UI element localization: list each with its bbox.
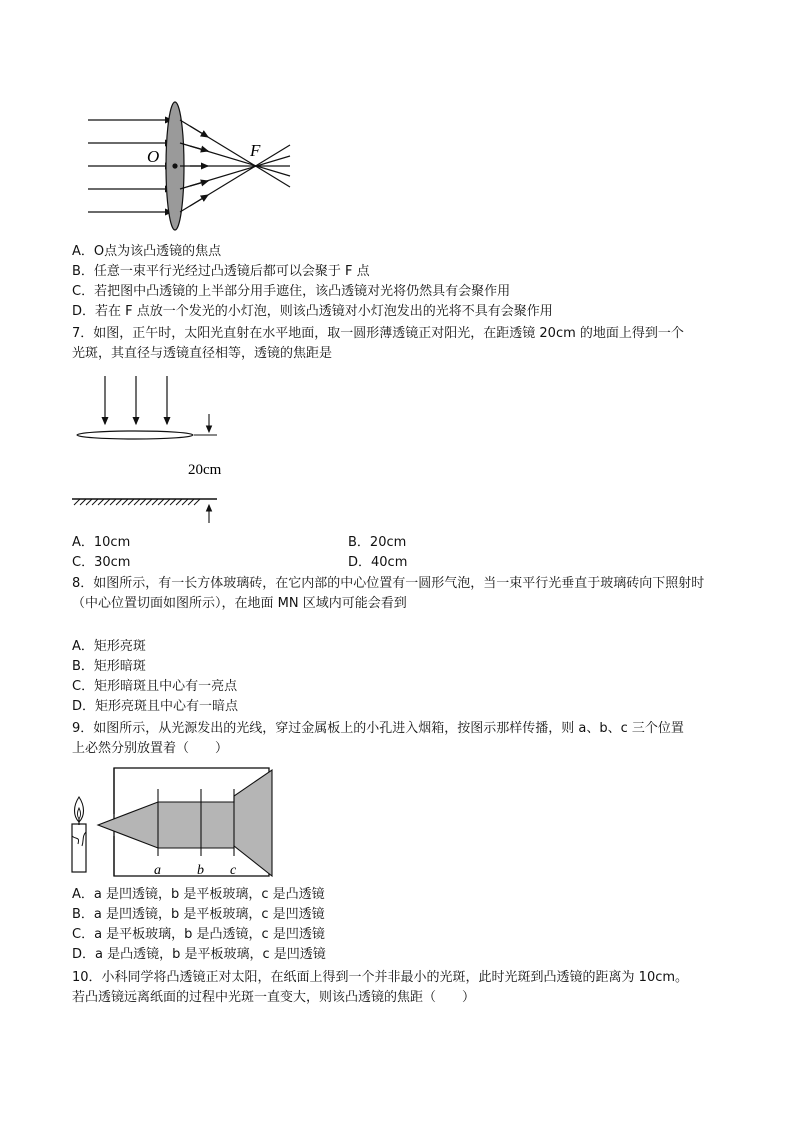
q8-option-c: C．矩形暗斑且中心有一亮点 <box>72 679 238 694</box>
q9-option-a: A．a 是凹透镜，b 是平板玻璃，c 是凸透镜 <box>72 887 325 902</box>
q8-stem-line2: （中心位置切面如图所示），在地面 MN 区域内可能会看到 <box>72 596 407 611</box>
label-c: c <box>230 863 237 878</box>
ground-hatch <box>74 499 200 505</box>
q10-stem-line1: 10．小科同学将凸透镜正对太阳，在纸面上得到一个并非最小的光斑，此时光斑到凸透镜的距离为 10cm。 <box>72 970 689 985</box>
q7-option-a: A．10cm <box>72 535 131 550</box>
q8-stem-line1: 8．如图所示，有一长方体玻璃砖，在它内部的中心位置有一圆形气泡，当一束平行光垂直于玻璃砖向下照射时 <box>72 576 705 591</box>
q7-option-c: C．30cm <box>72 555 131 570</box>
q6-option-d: D．若在 F 点放一个发光的小灯泡，则该凸透镜对小灯泡发出的光将不具有会聚作用 <box>72 304 553 319</box>
q9-stem-line1: 9．如图所示，从光源发出的光线，穿过金属板上的小孔进入烟箱，按图示那样传播，则 a、b、c 三个位置 <box>72 721 684 736</box>
lens-focus-figure <box>80 100 310 235</box>
thin-lens <box>77 431 193 439</box>
q9-stem-line2: 上必然分别放置着（ ） <box>72 741 229 756</box>
sunlight-lens-figure <box>72 372 232 527</box>
q6-option-a: A．O点为该凸透镜的焦点 <box>72 244 222 259</box>
q8-option-a: A．矩形亮斑 <box>72 639 146 654</box>
q7-option-b: B．20cm <box>348 535 407 550</box>
label-a: a <box>154 863 161 878</box>
q7-option-d: D．40cm <box>348 555 408 570</box>
label-b: b <box>197 863 204 878</box>
q10-stem-line2: 若凸透镜远离纸面的过程中光斑一直变大，则该凸透镜的焦距（ ） <box>72 990 476 1005</box>
q8-option-b: B．矩形暗斑 <box>72 659 146 674</box>
q7-stem-line1: 7．如图，正午时，太阳光直射在水平地面，取一圆形薄透镜正对阳光，在距透镜 20cm 的地面上得到一个 <box>72 326 684 341</box>
optical-center-dot <box>172 163 177 168</box>
q8-option-d: D．矩形亮斑且中心有一暗点 <box>72 699 239 714</box>
q6-option-c: C．若把图中凸透镜的上半部分用手遮住，该凸透镜对光将仍然具有会聚作用 <box>72 284 511 299</box>
q9-option-c: C．a 是平板玻璃，b 是凸透镜，c 是凹透镜 <box>72 927 325 942</box>
q7-stem-line2: 光斑，其直径与透镜直径相等，透镜的焦距是 <box>72 346 333 361</box>
sun-rays <box>105 376 167 424</box>
light-beam <box>98 770 272 876</box>
q9-option-b: B．a 是凹透镜，b 是平板玻璃，c 是凹透镜 <box>72 907 325 922</box>
distance-label: 20cm <box>188 462 222 478</box>
refracted-rays <box>180 120 290 212</box>
incoming-rays <box>88 120 172 212</box>
q9-option-d: D．a 是凸透镜，b 是平板玻璃，c 是凹透镜 <box>72 947 326 962</box>
q6-option-b: B．任意一束平行光经过凸透镜后都可以会聚于 F 点 <box>72 264 370 279</box>
candle-icon <box>72 797 86 872</box>
smoke-box-figure <box>68 764 273 880</box>
label-o: O <box>147 147 160 166</box>
label-f: F <box>250 141 261 160</box>
